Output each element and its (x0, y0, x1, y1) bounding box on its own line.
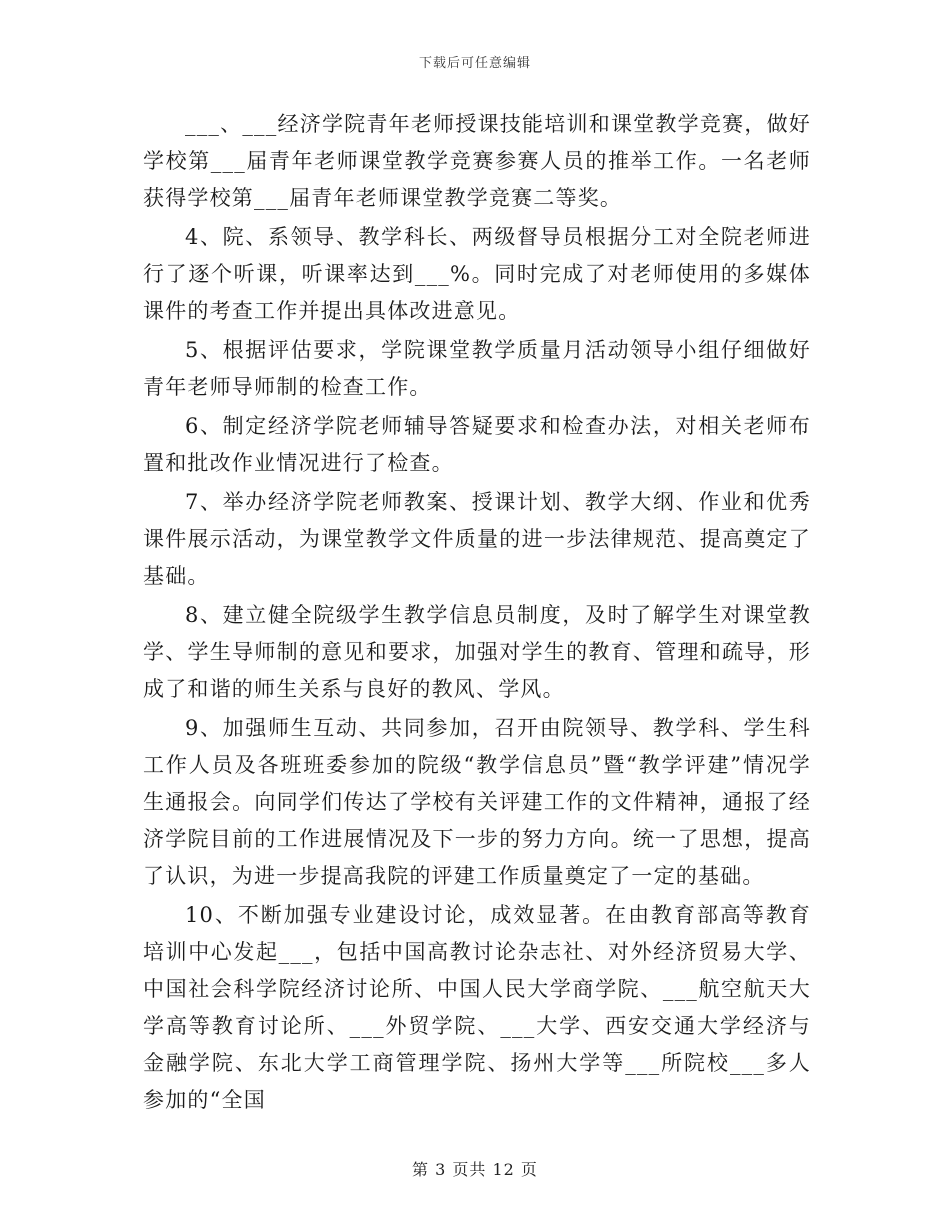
paragraph-2: 4、院、系领导、教学科长、两级督导员根据分工对全院老师进行了逐个听课，听课率达到___%。同时完成了对老师使用的多媒体课件的考查工作并提出具体改进意见。 (143, 225, 811, 323)
page-header: 下载后可任意编辑 (418, 56, 531, 71)
paragraph-8: 10、不断加强专业建设讨论，成效显著。在由教育部高等教育培训中心发起___，包括中国高教讨论杂志社、对外经济贸易大学、中国社会科学院经济讨论所、中国人民大学商学院、___航空航天大学高等教育讨论所、___外贸学院、___大学、西安交通大学经济与金融学院、东北大学工商管理学院、扬州大学等___所院校___多人参加的“全国 (143, 903, 811, 1112)
paragraph-7: 9、加强师生互动、共同参加，召开由院领导、教学科、学生科工作人员及各班班委参加的院级“教学信息员”暨“教学评建”情况学生通报会。向同学们传达了学校有关评建工作的文件精神，通报了经济学院目前的工作进展情况及下一步的努力方向。统一了思想，提高了认识，为进一步提高我院的评建工作质量奠定了一定的基础。 (143, 716, 811, 888)
paragraph-1: ___、___经济学院青年老师授课技能培训和课堂教学竞赛，做好学校第___届青年老师课堂教学竞赛参赛人员的推举工作。一名老师获得学校第___届青年老师课堂教学竞赛二等奖。 (143, 112, 811, 210)
document-body (143, 106, 811, 1121)
paragraph-4: 6、制定经济学院老师辅导答疑要求和检查办法，对相关老师布置和批改作业情况进行了检查。 (143, 414, 811, 475)
page-number-footer: 第 3 页共 12 页 (412, 1160, 538, 1179)
paragraph-6: 8、建立健全院级学生教学信息员制度，及时了解学生对课堂教学、学生导师制的意见和要求，加强对学生的教育、管理和疏导，形成了和谐的师生关系与良好的教风、学风。 (143, 603, 811, 701)
paragraph-3: 5、根据评估要求，学院课堂教学质量月活动领导小组仔细做好青年老师导师制的检查工作。 (143, 338, 811, 399)
paragraph-5: 7、举办经济学院老师教案、授课计划、教学大纲、作业和优秀课件展示活动，为课堂教学文件质量的进一步法律规范、提高奠定了基础。 (143, 490, 811, 588)
